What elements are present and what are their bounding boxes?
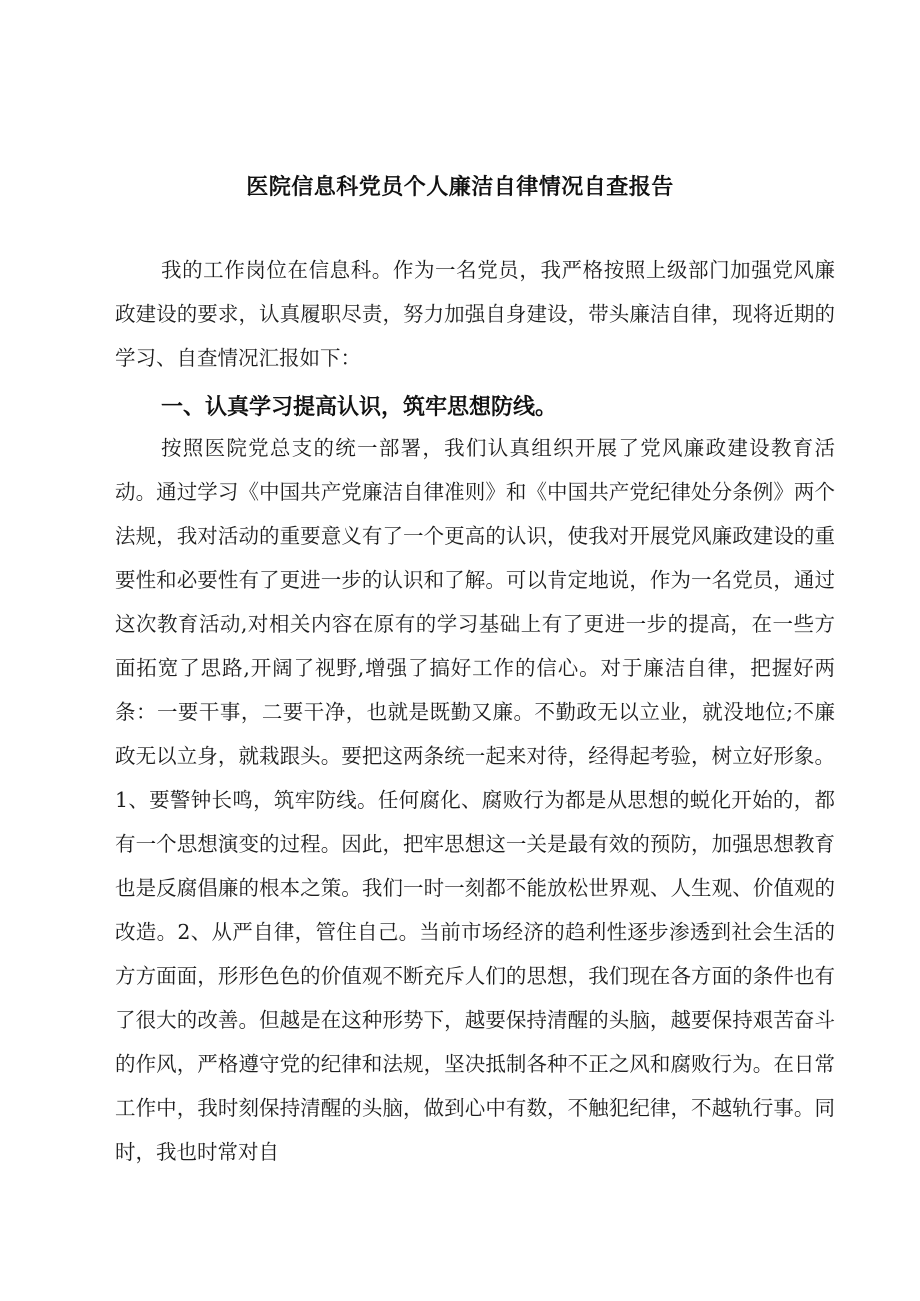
section-1-paragraph: 按照医院党总支的统一部署，我们认真组织开展了党风廉政建设教育活动。通过学习《中国共产党廉洁自律准则》和《中国共产党纪律处分条例》两个法规，我对活动的重要意义有了一个更高的认识，使我对开展党风廉政建设的重要性和必要性有了更进一步的认识和了解。可以肯定地说，作为一名党员，通过这次教育活动,对相关内容在原有的学习基础上有了更进一步的提高，在一些方面拓宽了思路,开阔了视野,增强了搞好工作的信心。对于廉洁自律，把握好两条：一要干事，二要干净，也就是既勤又廉。不勤政无以立业，就没地位;不廉政无以立身，就栽跟头。要把这两条统一起来对待，经得起考验，树立好形象。1、要警钟长鸣，筑牢防线。任何腐化、腐败行为都是从思想的蜕化开始的，都有一个思想演变的过程。因此，把牢思想这一关是最有效的预防，加强思想教育也是反腐倡廉的根本之策。我们一时一刻都不能放松世界观、人生观、价值观的改造。2、从严自律，管住自己。当前市场经济的趋利性逐步渗透到社会生活的方方面面，形形色色的价值观不断充斥人们的思想，我们现在各方面的条件也有了很大的改善。但越是在这种形势下，越要保持清醒的头脑，越要保持艰苦奋斗的作风，严格遵守党的纪律和法规，坚决抵制各种不正之风和腐败行为。在日常工作中，我时刻保持清醒的头脑，做到心中有数，不触犯纪律，不越轨行事。同时，我也时常对自: [115, 436, 835, 1164]
section-heading-1: 一、认真学习提高认识，筑牢思想防线。: [161, 395, 558, 420]
intro-paragraph: 我的工作岗位在信息科。作为一名党员，我严格按照上级部门加强党风廉政建设的要求，认真履职尽责，努力加强自身建设，带头廉洁自律，现将近期的学习、自查情况汇报如下：: [115, 258, 835, 370]
document-title: 医院信息科党员个人廉洁自律情况自查报告: [246, 175, 674, 200]
